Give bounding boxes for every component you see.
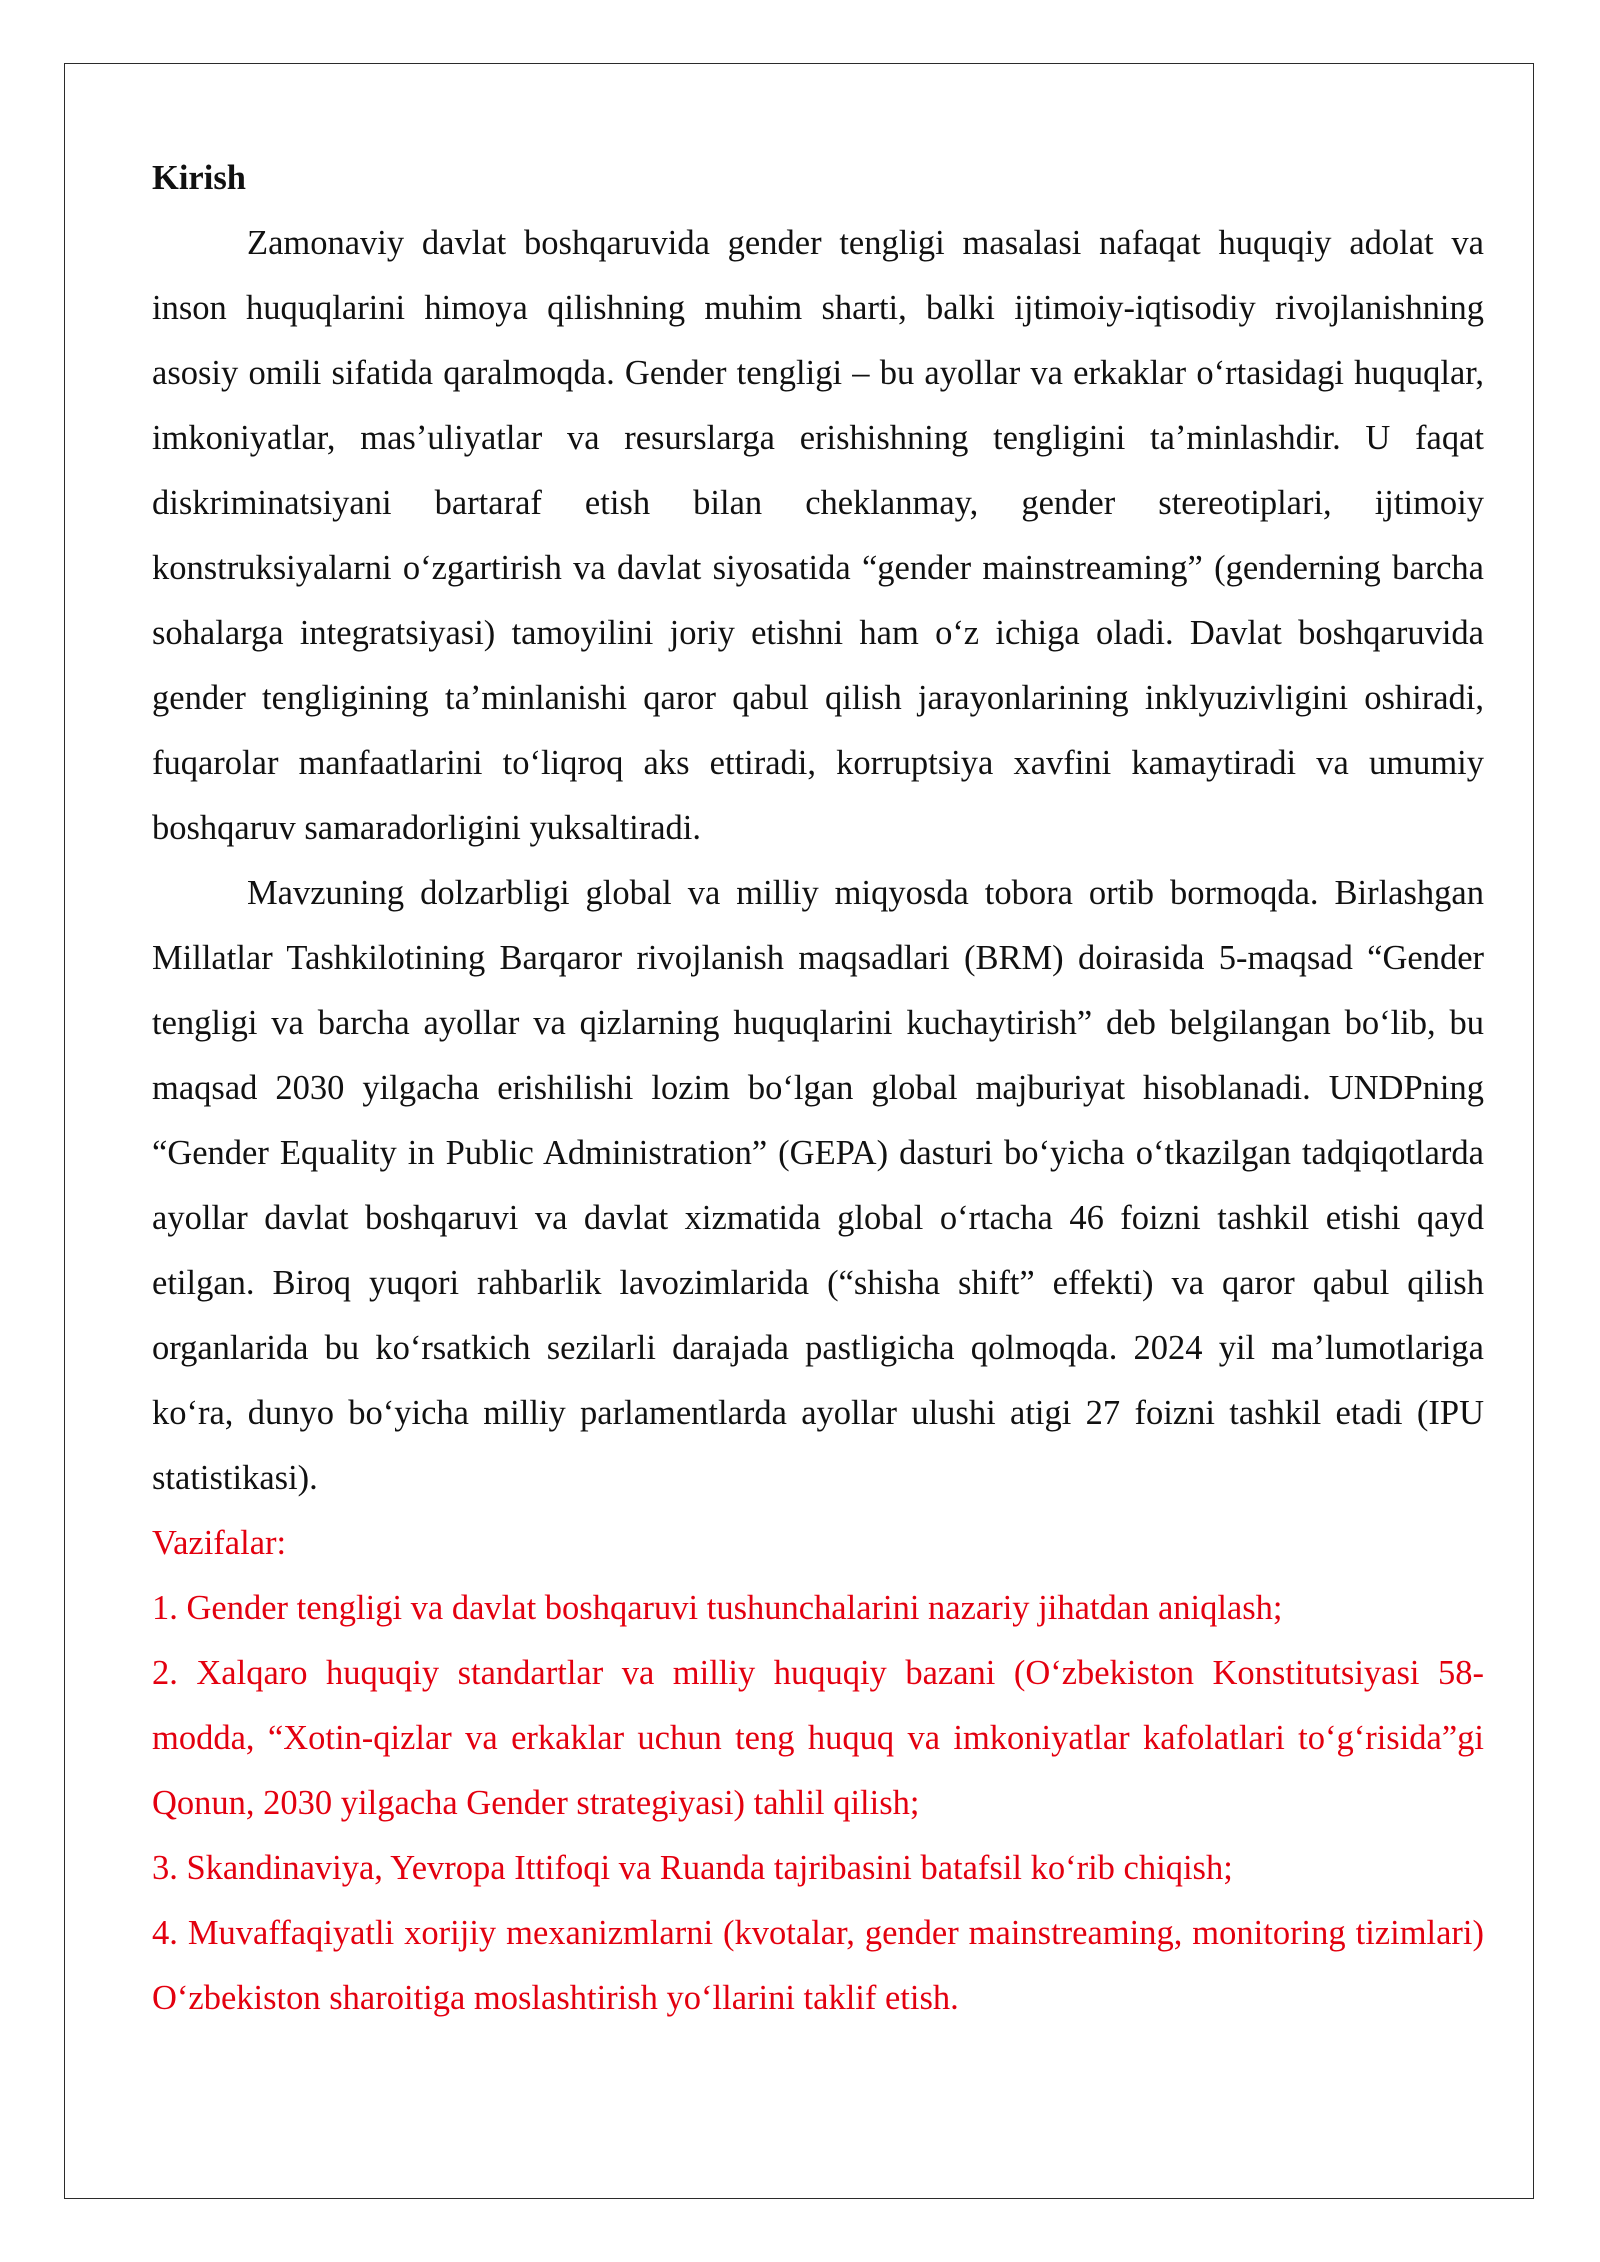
relevance-paragraph: Mavzuning dolzarbligi global va milliy miqyosda tobora ortib bormoqda. Birlashgan Millatlar Tashkilotining Barqaror rivojlanish maqsadlari (BRM) doirasida 5-maqsad “Gender tengligi va barcha ayollar va qizlarning huquqlarini kuchaytirish” deb belgilangan boʻlib, bu maqsad 2030 yilgacha erishilishi lozim boʻlgan global majburiyat hisoblanadi. UNDPning “Gender Equality in Public Administration” (GEPA) dasturi boʻyicha oʻtkazilgan tadqiqotlarda ayollar davlat boshqaruvi va davlat xizmatida global oʻrtacha 46 foizni tashkil etishi qayd etilgan. Biroq yuqori rahbarlik lavozimlarida (“shisha shift” effekti) va qaror qabul qilish organlarida bu koʻrsatkich sezilarli darajada pastligicha qolmoqda. 2024 yil maʼlumotlariga koʻra, dunyo boʻyicha milliy parlamentlarda ayollar ulushi atigi 27 foizni tashkil etadi (IPU statistikasi). — [152, 874, 1484, 1497]
task-item: 1. Gender tengligi va davlat boshqaruvi tushunchalarini nazariy jihatdan aniqlash; — [152, 1589, 1283, 1627]
intro-paragraph: Zamonaviy davlat boshqaruvida gender tengligi masalasi nafaqat huquqiy adolat va inson huquqlarini himoya qilishning muhim sharti, balki ijtimoiy-iqtisodiy rivojlanishning asosiy omili sifatida qaralmoqda. Gender tengligi – bu ayollar va erkaklar oʻrtasidagi huquqlar, imkoniyatlar, masʼuliyatlar va resurslarga erishishning tengligini taʼminlashdir. U faqat diskriminatsiyani bartaraf etish bilan cheklanmay, gender stereotiplari, ijtimoiy konstruksiyalarni oʻzgartirish va davlat siyosatida “gender mainstreaming” (genderning barcha sohalarga integratsiyasi) tamoyilini joriy etishni ham oʻz ichiga oladi. Davlat boshqaruvida gender tengligining taʼminlanishi qaror qabul qilish jarayonlarining inklyuzivligini oshiradi, fuqarolar manfaatlarini toʻliqroq aks ettiradi, korruptsiya xavfini kamaytiradi va umumiy boshqaruv samaradorligini yuksaltiradi. — [152, 224, 1484, 847]
task-item: 3. Skandinaviya, Yevropa Ittifoqi va Ruanda tajribasini batafsil koʻrib chiqish; — [152, 1849, 1233, 1887]
document-body — [152, 146, 1484, 2031]
tasks-title: Vazifalar: — [152, 1524, 287, 1562]
task-item: 4. Muvaffaqiyatli xorijiy mexanizmlarni (kvotalar, gender mainstreaming, monitoring tizimlari) Oʻzbekiston sharoitiga moslashtirish yoʻllarini taklif etish. — [152, 1914, 1484, 2017]
task-item: 2. Xalqaro huquqiy standartlar va milliy huquqiy bazani (Oʻzbekiston Konstitutsiyasi 58-modda, “Xotin-qizlar va erkaklar uchun teng huquq va imkoniyatlar kafolatlari toʻgʻrisida”gi Qonun, 2030 yilgacha Gender strategiyasi) tahlil qilish; — [152, 1654, 1484, 1822]
section-heading: Kirish — [152, 159, 246, 197]
